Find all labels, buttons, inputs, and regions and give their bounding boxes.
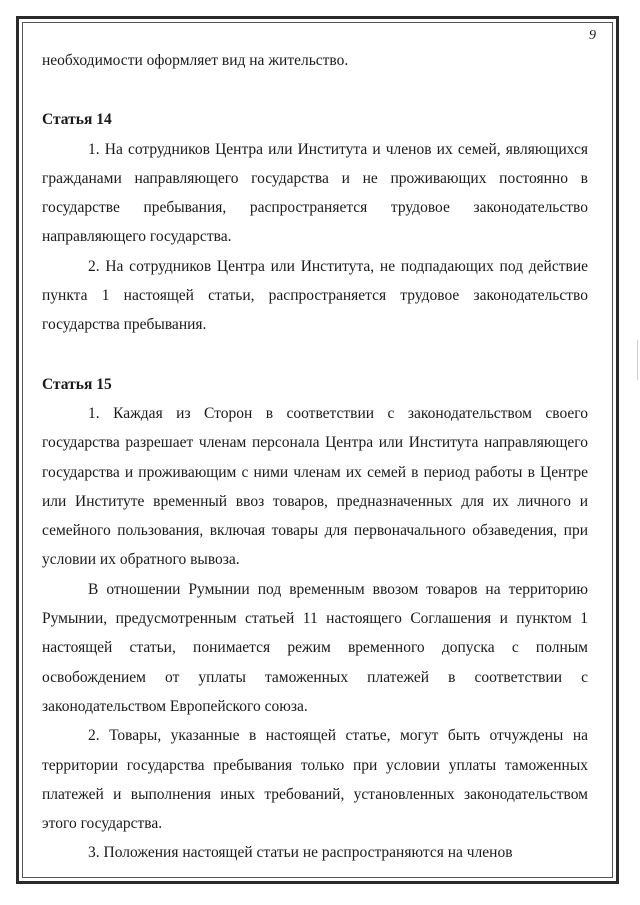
article-14-paragraph-2: 2. На сотрудников Центра или Института, не подпадающих под действие пункта 1 настоящей статьи, распространяется трудовое законодательство государства пребывания.	[42, 257, 588, 334]
article-14-paragraph-1: 1. На сотрудников Центра или Института и членов их семей, являющихся гражданами направляющего государства и не проживающих постоянно в государстве пребывания, распространяется трудовое законодательство направляющего государства.	[42, 140, 588, 246]
article-15-paragraph-2: В отношении Румынии под временным ввозом товаров на территорию Румынии, предусмотренным статьей 11 настоящего Соглашения и пунктом 1 настоящей статьи, понимается режим временного допуска с полным освобождением от уплаты таможенных платежей в соответствии с законодательством Европейского союза.	[42, 580, 588, 715]
article-15-paragraph-1: 1. Каждая из Сторон в соответствии с законодательством своего государства разрешает членам персонала Центра или Института направляющего государства и проживающим с ними членам их семей в период работы в Центре или Институте временный ввоз товаров, предназначенных для их личного и семейного пользования, включая товары для первоначального обзаведения, при условии их обратного вывоза.	[42, 404, 588, 569]
article-14-heading: Статья 14	[42, 111, 112, 129]
article-15-heading: Статья 15	[42, 375, 112, 393]
document-body	[42, 46, 588, 868]
article-15-paragraph-4: 3. Положения настоящей статьи не распространяются на членов	[88, 844, 513, 862]
spacer	[42, 75, 588, 105]
page-number: 9	[589, 28, 596, 43]
scan-artifact	[637, 340, 638, 380]
intro-paragraph: необходимости оформляет вид на жительство.	[42, 52, 349, 69]
article-15-paragraph-3: 2. Товары, указанные в настоящей статье, могут быть отчуждены на территории государства пребывания только при условии уплаты таможенных платежей и выполнения иных требований, установленных законодательством этого государства.	[42, 727, 588, 833]
spacer	[42, 340, 588, 370]
